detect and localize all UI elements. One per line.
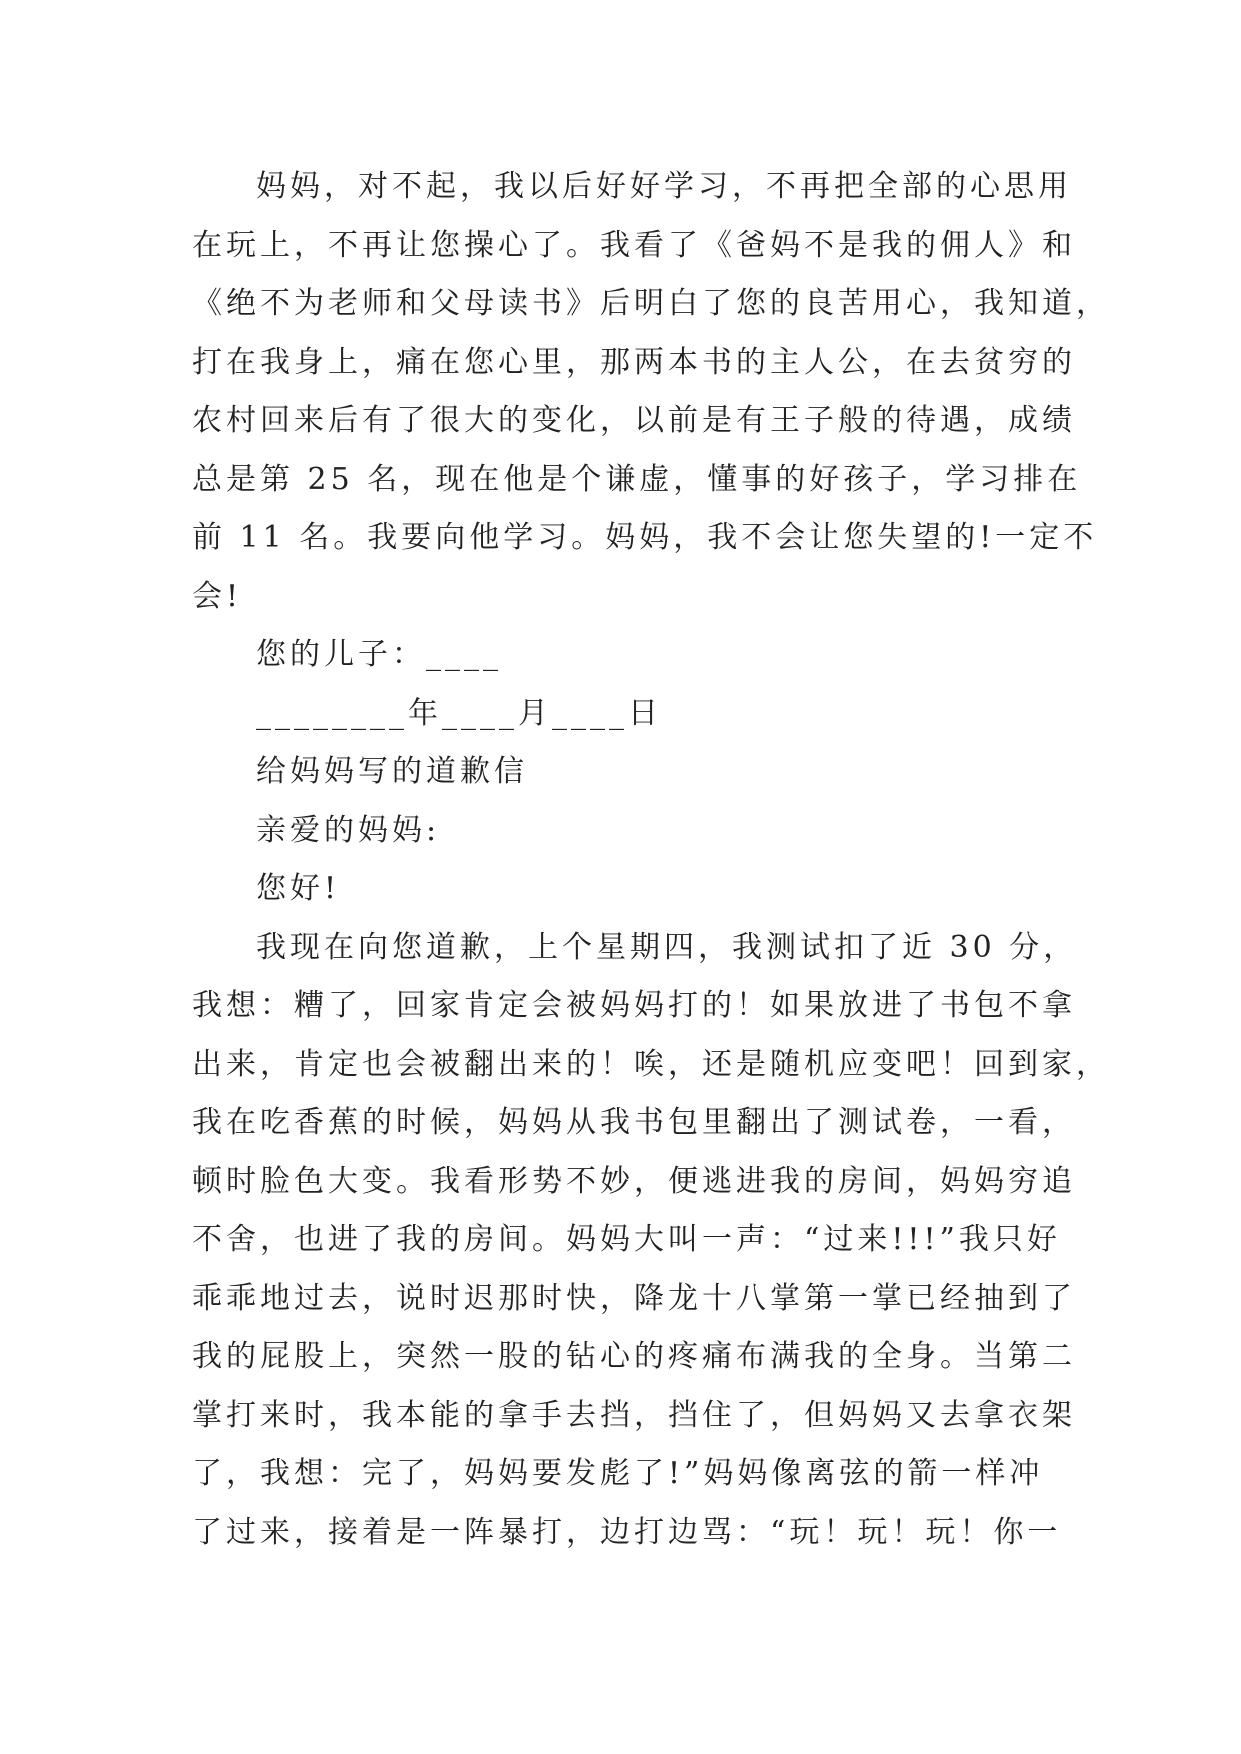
text-line: 出来，肯定也会被翻出来的！唉，还是随机应变吧！回到家， — [192, 1046, 1110, 1082]
text-line: 了过来，接着是一阵暴打，边打边骂：“玩！玩！玩！你一 — [192, 1514, 1062, 1550]
text-line: 不舍，也进了我的房间。妈妈大叫一声：“过来!!!”我只好 — [192, 1222, 1061, 1257]
text-line: 我在吃香蕉的时候，妈妈从我书包里翻出了测试卷，一看， — [192, 1105, 1076, 1140]
text-line: 了，我想：完了，妈妈要发彪了!”妈妈像离弦的箭一样冲 — [192, 1456, 1044, 1491]
text-line: 打在我身上，痛在您心里，那两本书的主人公，在去贫穷的 — [192, 344, 1076, 380]
salutation: 亲爱的妈妈: — [256, 812, 441, 848]
text-line: 《绝不为老师和父母读书》后明白了您的良苦用心，我知道， — [192, 286, 1110, 321]
text-line: 乖乖地过去，说时迟那时快，降龙十八掌第一掌已经抽到了 — [192, 1280, 1076, 1316]
date-line: ________年____月____日 — [256, 695, 662, 731]
text-line: 会! — [192, 578, 243, 614]
text-line: 前 11 名。我要向他学习。妈妈，我不会让您失望的!一定不 — [192, 520, 1098, 555]
text-line: 总是第 25 名，现在他是个谦虚，懂事的好孩子，学习排在 — [192, 461, 1082, 497]
text-line: 掌打来时，我本能的拿手去挡，挡住了，但妈妈又去拿衣架 — [192, 1397, 1076, 1433]
text-line: 在玩上，不再让您操心了。我看了《爸妈不是我的佣人》和 — [192, 227, 1076, 263]
text-line: 我想：糟了，回家肯定会被妈妈打的！如果放进了书包不拿 — [192, 988, 1076, 1023]
letter-title: 给妈妈写的道歉信 — [256, 754, 528, 789]
text-line: 顿时脸色大变。我看形势不妙，便逃进我的房间，妈妈穷追 — [192, 1163, 1076, 1199]
text-line: 农村回来后有了很大的变化，以前是有王子般的待遇，成绩 — [192, 403, 1076, 438]
signature-line: 您的儿子：____ — [256, 637, 502, 672]
greeting: 您好! — [256, 871, 341, 906]
text-line: 我现在向您道歉，上个星期四，我测试扣了近 30 分， — [256, 929, 1078, 965]
text-line: 我的屁股上，突然一股的钻心的疼痛布满我的全身。当第二 — [192, 1339, 1076, 1374]
letter-body — [192, 158, 1110, 1562]
text-line: 妈妈，对不起，我以后好好学习，不再把全部的心思用 — [256, 169, 1072, 204]
